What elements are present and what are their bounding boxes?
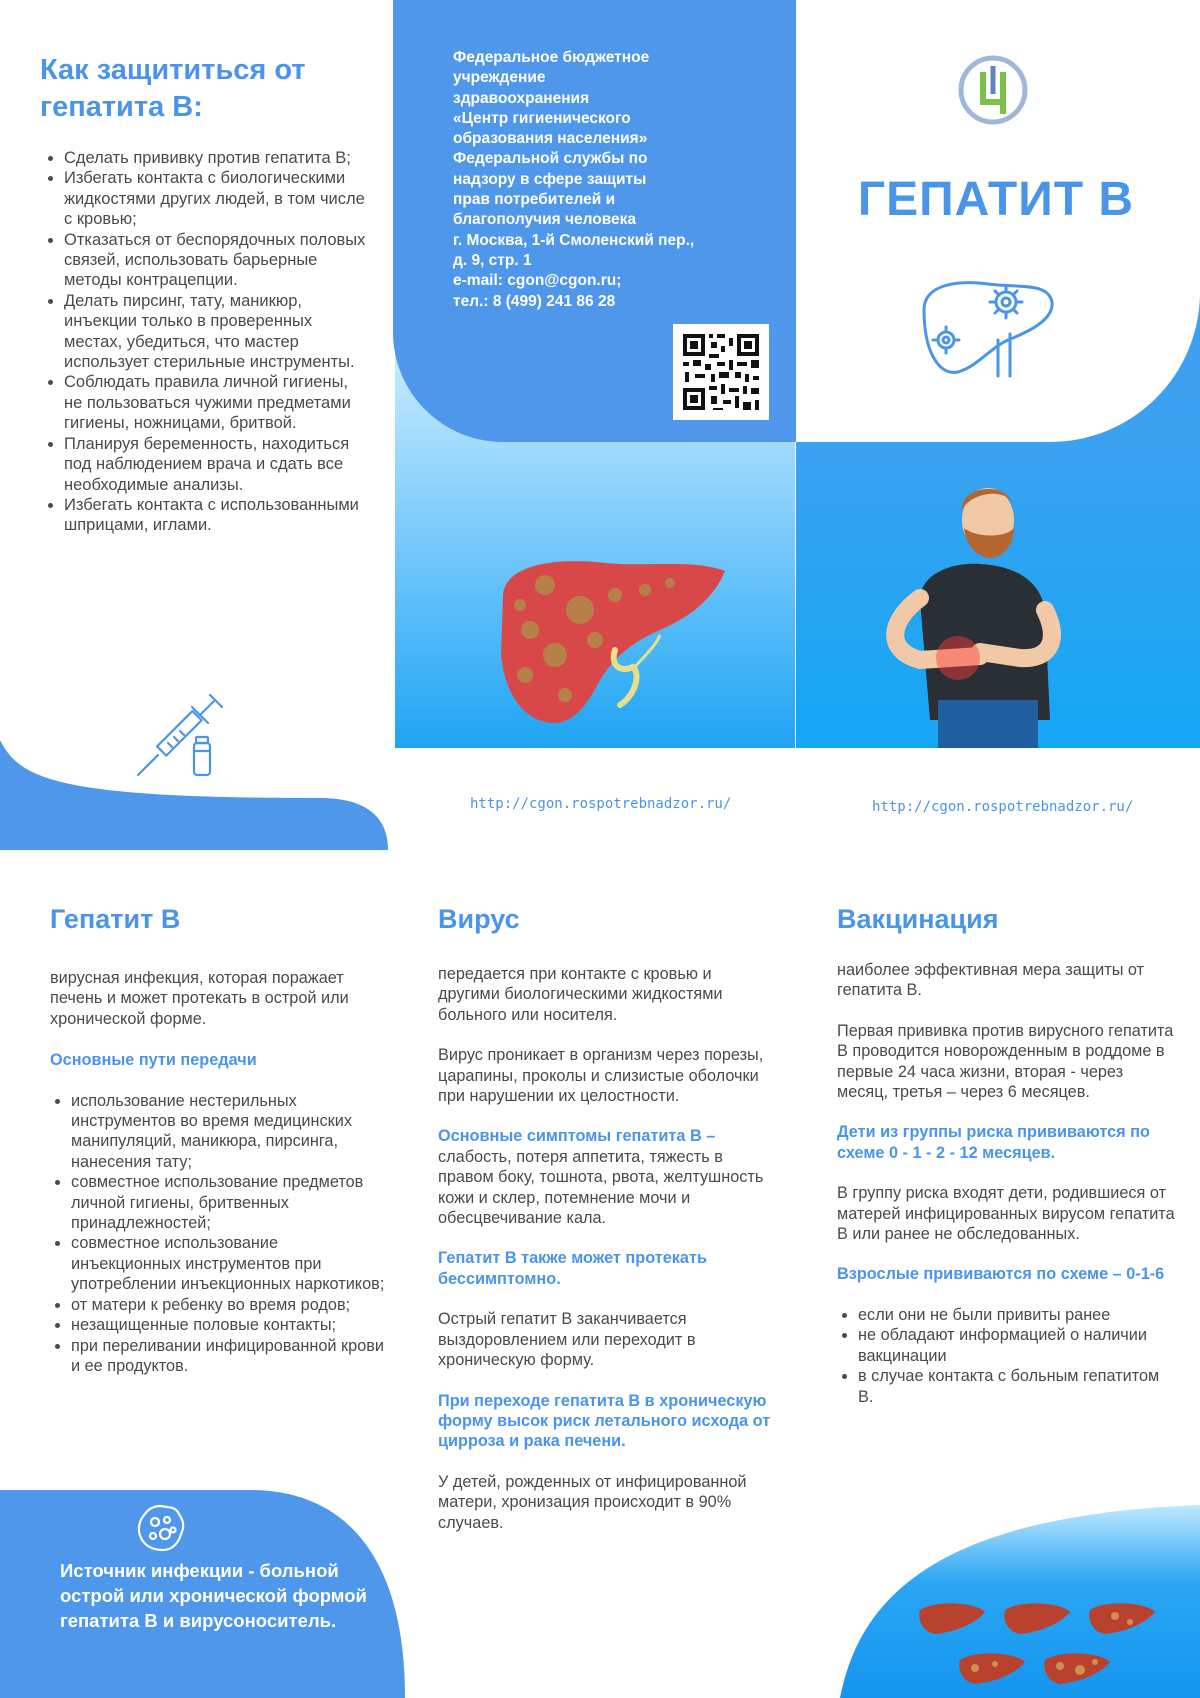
cgon-logo-icon [957,54,1029,126]
symptoms-block [438,1126,773,1228]
routes-list [50,1091,385,1377]
org-line: надзору в сфере защиты [453,170,647,188]
org-line: «Центр гигиенического [453,109,631,127]
list-item: • совместное использование инъекционных инструментов при употреблении инъекционных наркотиков; [71,1233,385,1294]
cover-title: ГЕПАТИТ В [857,173,1135,226]
adults-scheme: Взрослые прививаются по схеме – 0-1-6 [837,1265,1165,1284]
list-item: • если они не были привиты ранее [858,1305,1177,1325]
org-email[interactable]: e-mail: cgon@cgon.ru; [453,272,622,290]
risk-note: При переходе гепатита В в хроническую форму высок риск летального исхода от цирроза и рака печени. [438,1391,771,1451]
virus-p3: Острый гепатит В заканчивается выздоровлением или переходит в хроническую форму. [438,1310,696,1370]
virus-p4: У детей, рожденных от инфицированной матери, хронизация происходит в 90% случаев. [438,1472,747,1532]
vaccination-section [837,904,1177,1407]
asymptomatic-note: Гепатит В также может протекать бессимптомно. [438,1249,707,1288]
org-line: Федеральное бюджетное [453,49,650,66]
list-item: • совместное использование предметов личной гигиены, бритвенных принадлежностей; [71,1172,385,1233]
section-title: Гепатит В [50,904,181,934]
decorative-wave [0,740,390,850]
list-item: • Отказаться от беспорядочных половых связей, использовать барьерные методы контрацепции. [64,230,370,291]
infection-source: Источник инфекции - больной острой или хронической формой гепатита В и вирусоноситель. [60,1560,367,1631]
virus-p1: передается при контакте с кровью и другими биологическими жидкостями больного или носителя. [438,965,723,1024]
routes-title: Основные пути передачи [50,1051,257,1070]
list-item: • Избегать контакта с использованными шприцами, иглами. [64,495,370,536]
liver-illustration [495,555,730,725]
liver-gears-icon [918,270,1058,382]
protect-list [40,148,370,536]
org-line: образования населения» [453,130,648,148]
qr-code-icon[interactable] [673,324,769,420]
list-item: • при переливании инфицированной крови и ее продуктов. [71,1336,385,1377]
list-item: • Делать пирсинг, тату, маникюр, инъекции только в проверенных местах, убедиться, что мастер использует стерильные инструменты. [64,291,370,373]
list-item: • Сделать прививку против гепатита В; [64,148,370,168]
website-link[interactable]: http://cgon.rospotrebnadzor.ru/ [872,799,1134,815]
section-title: Вакцинация [837,904,999,934]
list-item: • в случае контакта с больным гепатитом В. [858,1366,1177,1407]
list-item: • от матери к ребенку во время родов; [71,1295,385,1315]
org-line: д. 9, стр. 1 [453,251,532,269]
vaccination-p1: наиболее эффективная мера защиты от гепатита В. [837,961,1145,1000]
virus-section [438,904,773,1533]
hepatitis-intro: вирусная инфекция, которая поражает печень и может протекать в острой или хронической форме. [50,969,349,1028]
org-line: здравоохранения [453,89,590,107]
symptoms-title: Основные симптомы гепатита В – [438,1127,716,1146]
org-line: г. Москва, 1-й Смоленский пер., [453,231,695,249]
symptoms-text: слабость, потеря аппетита, тяжесть в правом боку, тошнота, рвота, желтушность кожи и склер, потемнение мочи и обесцвечивание кала. [438,1147,764,1228]
liver-stages-illustration [915,1598,1170,1698]
org-line: прав потребителей и [453,191,616,209]
list-item: • использование нестерильных инструментов во время медицинских манипуляций, маникюра, пирсинга, нанесения тату; [71,1091,385,1173]
virus-icon [135,1502,187,1554]
org-line: Федеральной службы по [453,150,648,168]
website-link[interactable]: http://cgon.rospotrebnadzor.ru/ [470,796,732,812]
list-item: • Избегать контакта с биологическими жидкостями других людей, в том числе с кровью; [64,168,370,229]
vaccination-p3: В группу риска входят дети, родившиеся от матерей инфицированных вирусом гепатита В или ранее не обследованных. [837,1184,1175,1244]
org-line: учреждение [453,69,546,87]
adults-list [837,1305,1177,1407]
section-title: Вирус [438,904,520,934]
list-item: • Соблюдать правила личной гигиены, не пользоваться чужими предметами гигиены, ножницами, бритвой. [64,372,370,433]
list-item: • не обладают информацией о наличии вакцинации [858,1325,1177,1366]
org-phone[interactable]: тел.: 8 (499) 241 86 28 [453,292,616,310]
virus-p2: Вирус проникает в организм через порезы, царапины, проколы и слизистые оболочки при нарушении их целостности. [438,1046,764,1106]
protect-title: Как защититься от гепатита В: [40,54,306,123]
org-line: благополучия человека [453,211,637,229]
list-item: • незащищенные половые контакты; [71,1315,385,1335]
list-item: • Планируя беременность, находиться под наблюдением врача и сдать все необходимые анализы. [64,434,370,495]
org-info [453,48,753,312]
vaccination-p2: Первая прививка против вирусного гепатита В проводится новорожденным в роддоме в первые 24 часа жизни, вторая - через месяц, третья – через 6 месяцев. [837,1021,1174,1102]
children-scheme: Дети из группы риска прививаются по схеме 0 - 1 - 2 - 12 месяцев. [837,1123,1150,1162]
man-abdominal-pain-illustration [880,480,1070,748]
hepatitis-section [50,904,385,1376]
